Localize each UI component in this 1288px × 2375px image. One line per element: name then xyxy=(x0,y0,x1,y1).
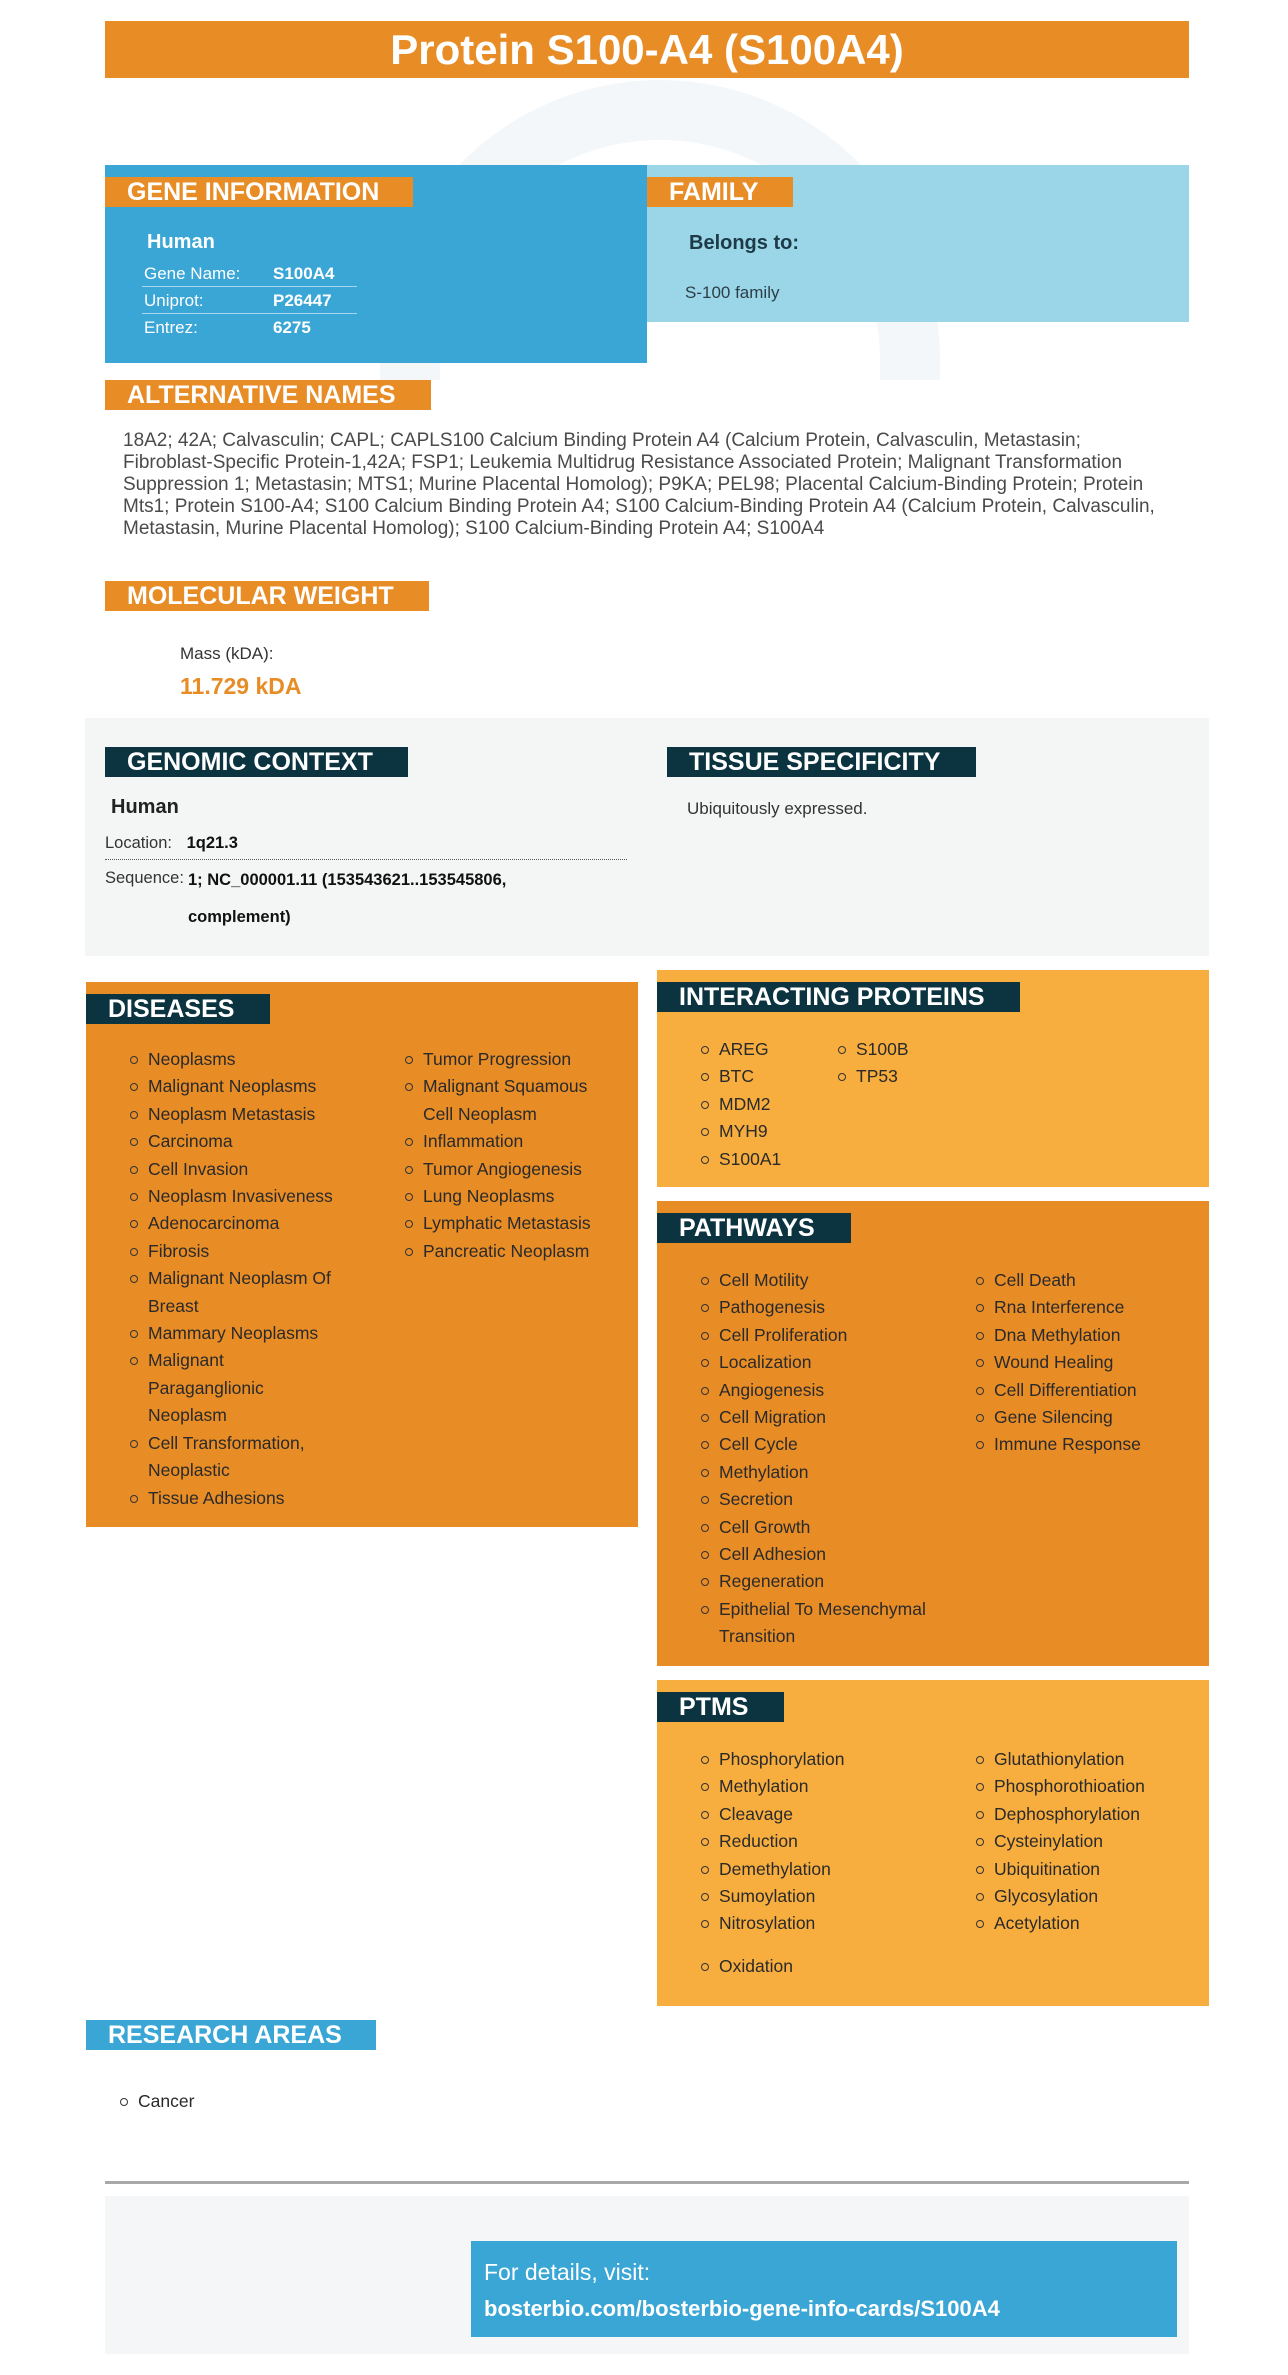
gene-info-value: 6275 xyxy=(273,318,311,337)
list-item: MDM2 xyxy=(701,1091,831,1118)
list-item: Inflammation xyxy=(405,1128,635,1155)
list-item: Nitrosylation xyxy=(701,1910,931,1937)
list-item: Malignant Neoplasms xyxy=(130,1073,375,1100)
list-item: Malignant Squamous Cell Neoplasm xyxy=(405,1073,615,1128)
ptms-col1 xyxy=(701,1746,931,1938)
pathways-panel xyxy=(657,1201,1209,1666)
list-item: Lymphatic Metastasis xyxy=(405,1210,635,1237)
family-heading: FAMILY xyxy=(647,177,793,207)
list-item: BTC xyxy=(701,1063,831,1090)
gene-info-row xyxy=(142,287,357,314)
list-item: Cell Transformation, Neoplastic xyxy=(130,1430,375,1485)
list-item: Cell Cycle xyxy=(701,1431,931,1458)
list-item: Glycosylation xyxy=(976,1883,1206,1910)
list-item: Adenocarcinoma xyxy=(130,1210,375,1237)
list-item: Ubiquitination xyxy=(976,1856,1206,1883)
list-item: Tumor Progression xyxy=(405,1046,635,1073)
diseases-list-col1 xyxy=(130,1046,375,1512)
divider xyxy=(105,2181,1189,2184)
gene-info-label: Entrez: xyxy=(144,318,198,337)
tissue-specificity-text: Ubiquitously expressed. xyxy=(687,799,868,818)
gene-info-value: P26447 xyxy=(273,291,332,310)
gene-info-label: Gene Name: xyxy=(144,264,241,283)
tissue-specificity-heading: TISSUE SPECIFICITY xyxy=(667,747,976,777)
list-item: Pathogenesis xyxy=(701,1294,931,1321)
alternative-names-text: 18A2; 42A; Calvasculin; CAPL; CAPLS100 Calcium Binding Protein A4 (Calcium Protein, Calvasculin, Metastasin; Fibroblast-Specific Protein-1,42A; FSP1; Leukemia Multidrug Resistance Associated Protein; Malignant Transformation Suppression 1; Metastasin; MTS1; Murine Placental Homolog); P9KA; PEL98; Placental Calcium-Binding Protein; Protein Mts1; Protein S100-A4; S100 Calcium Binding Protein A4; S100 Calcium-Binding Protein A4 (Calcium Protein, Calvasculin, Metastasin, Murine Placental Homolog); S100 Calcium-Binding Protein A4; S100A4 xyxy=(123,430,1155,539)
gene-info-table xyxy=(142,260,357,341)
list-item: Cell Motility xyxy=(701,1267,931,1294)
interacting-proteins-col2 xyxy=(838,1036,968,1091)
list-item: Localization xyxy=(701,1349,931,1376)
diseases-heading: DISEASES xyxy=(86,994,270,1024)
list-item: Tissue Adhesions xyxy=(130,1485,375,1512)
list-item: Sumoylation xyxy=(701,1883,931,1910)
list-item: Neoplasm Invasiveness xyxy=(130,1183,375,1210)
list-item: Methylation xyxy=(701,1459,931,1486)
list-item: Epithelial To Mesenchymal Transition xyxy=(701,1596,931,1651)
interacting-proteins-heading: INTERACTING PROTEINS xyxy=(657,982,1020,1012)
details-link-box[interactable] xyxy=(471,2241,1177,2337)
list-item: Oxidation xyxy=(701,1953,931,1980)
list-item: Phosphorothioation xyxy=(976,1773,1206,1800)
location-value: 1q21.3 xyxy=(186,834,238,852)
list-item: Glutathionylation xyxy=(976,1746,1206,1773)
gene-info-row xyxy=(142,260,357,287)
gene-info-row xyxy=(142,314,357,341)
list-item: Phosphorylation xyxy=(701,1746,931,1773)
ptms-panel xyxy=(657,1680,1209,2006)
sequence-value xyxy=(188,869,506,928)
gene-information-panel xyxy=(105,165,647,363)
details-url-link[interactable]: bosterbio.com/bosterbio-gene-info-cards/S100A4 xyxy=(484,2296,1000,2321)
list-item: MYH9 xyxy=(701,1118,831,1145)
gene-species: Human xyxy=(147,231,215,253)
list-item: Dephosphorylation xyxy=(976,1801,1206,1828)
list-item: Dna Methylation xyxy=(976,1322,1206,1349)
list-item: Cell Death xyxy=(976,1267,1206,1294)
list-item: Tumor Angiogenesis xyxy=(405,1156,635,1183)
list-item: Methylation xyxy=(701,1773,931,1800)
ptms-extra xyxy=(701,1953,931,1980)
list-item: Cell Invasion xyxy=(130,1156,375,1183)
list-item: Cell Migration xyxy=(701,1404,931,1431)
research-areas-heading: RESEARCH AREAS xyxy=(86,2020,376,2050)
list-item: Cell Differentiation xyxy=(976,1377,1206,1404)
sequence-value-line: 1; NC_000001.11 (153543621..153545806, xyxy=(188,871,507,889)
family-panel xyxy=(647,165,1189,322)
list-item: Rna Interference xyxy=(976,1294,1206,1321)
list-item: S100A1 xyxy=(701,1146,831,1173)
research-areas-list xyxy=(120,2088,420,2115)
list-item: Immune Response xyxy=(976,1431,1206,1458)
pathways-heading: PATHWAYS xyxy=(657,1213,851,1243)
pathways-col2 xyxy=(976,1267,1206,1459)
ptms-heading: PTMS xyxy=(657,1692,784,1722)
list-item: Angiogenesis xyxy=(701,1377,931,1404)
list-item: Demethylation xyxy=(701,1856,931,1883)
location-row xyxy=(105,834,627,860)
list-item: AREG xyxy=(701,1036,831,1063)
genomic-context-heading: GENOMIC CONTEXT xyxy=(105,747,408,777)
genomic-species: Human xyxy=(111,796,179,818)
list-item: Malignant Neoplasm Of Breast xyxy=(130,1265,375,1320)
list-item: Mammary Neoplasms xyxy=(130,1320,375,1347)
family-belongs-label: Belongs to: xyxy=(689,232,799,254)
list-item: Reduction xyxy=(701,1828,931,1855)
alternative-names-heading: ALTERNATIVE NAMES xyxy=(105,380,431,410)
list-item: Malignant Paraganglionic Neoplasm xyxy=(130,1347,280,1429)
list-item: TP53 xyxy=(838,1063,968,1090)
list-item: Regeneration xyxy=(701,1568,931,1595)
gene-information-heading: GENE INFORMATION xyxy=(105,177,413,207)
sequence-value-line: complement) xyxy=(188,908,291,926)
list-item: Cell Proliferation xyxy=(701,1322,931,1349)
list-item: Cysteinylation xyxy=(976,1828,1206,1855)
location-label: Location: xyxy=(105,834,172,852)
mass-value: 11.729 kDA xyxy=(180,673,302,699)
list-item: Cell Adhesion xyxy=(701,1541,931,1568)
sequence-label: Sequence: xyxy=(105,869,184,887)
list-item: Secretion xyxy=(701,1486,931,1513)
list-item: Acetylation xyxy=(976,1910,1206,1937)
list-item: Lung Neoplasms xyxy=(405,1183,635,1210)
list-item: Pancreatic Neoplasm xyxy=(405,1238,635,1265)
list-item: Neoplasm Metastasis xyxy=(130,1101,375,1128)
mass-label: Mass (kDA): xyxy=(180,644,274,663)
list-item: Carcinoma xyxy=(130,1128,375,1155)
list-item: Cell Growth xyxy=(701,1514,931,1541)
list-item: Fibrosis xyxy=(130,1238,375,1265)
pathways-col1 xyxy=(701,1267,931,1651)
ptms-col2 xyxy=(976,1746,1206,1938)
gene-info-label: Uniprot: xyxy=(144,291,204,310)
interacting-proteins-col1 xyxy=(701,1036,831,1173)
genomic-band xyxy=(85,718,1209,956)
list-item: Gene Silencing xyxy=(976,1404,1206,1431)
list-item: S100B xyxy=(838,1036,968,1063)
molecular-weight-heading: MOLECULAR WEIGHT xyxy=(105,581,429,611)
list-item: Wound Healing xyxy=(976,1349,1206,1376)
diseases-list-col2 xyxy=(405,1046,635,1265)
list-item: Cleavage xyxy=(701,1801,931,1828)
gene-info-value: S100A4 xyxy=(273,264,335,283)
visit-label: For details, visit: xyxy=(484,2259,651,2285)
list-item: Neoplasms xyxy=(130,1046,375,1073)
interacting-proteins-panel xyxy=(657,970,1209,1187)
page-title: Protein S100-A4 (S100A4) xyxy=(105,21,1189,78)
diseases-panel xyxy=(86,982,638,1527)
list-item: Cancer xyxy=(120,2088,420,2115)
family-value: S-100 family xyxy=(685,283,780,302)
